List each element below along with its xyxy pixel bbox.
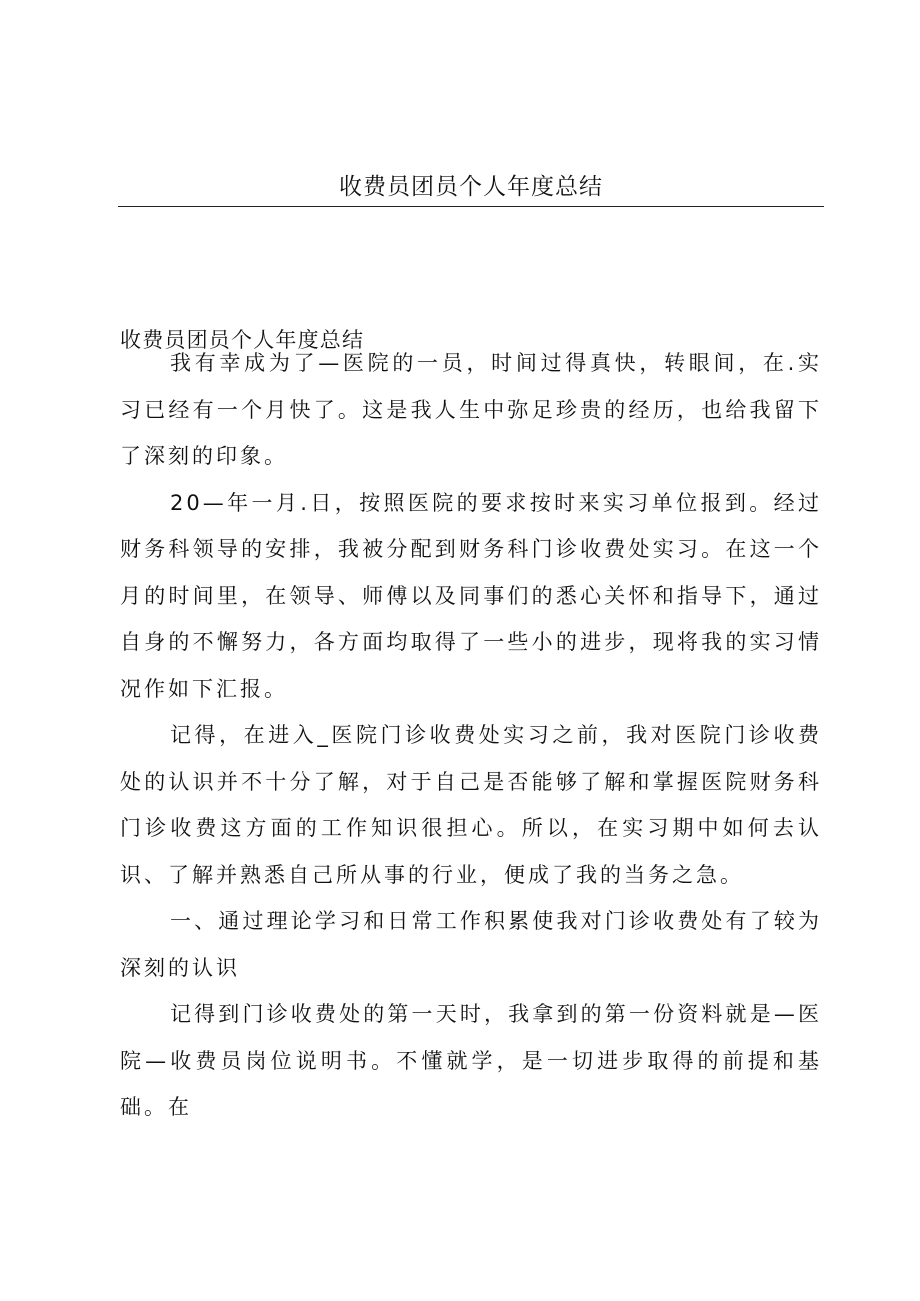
page-header — [118, 172, 824, 207]
document-body — [120, 340, 822, 1131]
document-title: 收费员团员个人年度总结 — [120, 328, 365, 352]
section-heading: 一、通过理论学习和日常工作积累使我对门诊收费处有了较为深刻的认识 — [120, 909, 822, 980]
paragraph: 20—年一月.日，按照医院的要求按时来实习单位报到。经过财务科领导的安排，我被分配到财务科门诊收费处实习。在这一个月的时间里，在领导、师傅以及同事们的悉心关怀和指导下，通过自身的不懈努力，各方面均取得了一些小的进步，现将我的实习情况作如下汇报。 — [120, 490, 822, 701]
paragraph: 记得到门诊收费处的第一天时，我拿到的第一份资料就是—医院—收费员岗位说明书。不懂就学，是一切进步取得的前提和基础。在 — [120, 1002, 822, 1119]
paragraph: 我有幸成为了—医院的一员，时间过得真快，转眼间，在.实习已经有一个月快了。这是我人生中弥足珍贵的经历，也给我留下了深刻的印象。 — [120, 351, 822, 468]
paragraph: 记得，在进入_医院门诊收费处实习之前，我对医院门诊收费处的认识并不十分了解，对于自己是否能够了解和掌握医院财务科门诊收费这方面的工作知识很担心。所以，在实习期中如何去认识、了解并熟悉自己所从事的行业，便成了我的当务之急。 — [120, 723, 822, 887]
header-title: 收费员团员个人年度总结 — [339, 174, 603, 200]
